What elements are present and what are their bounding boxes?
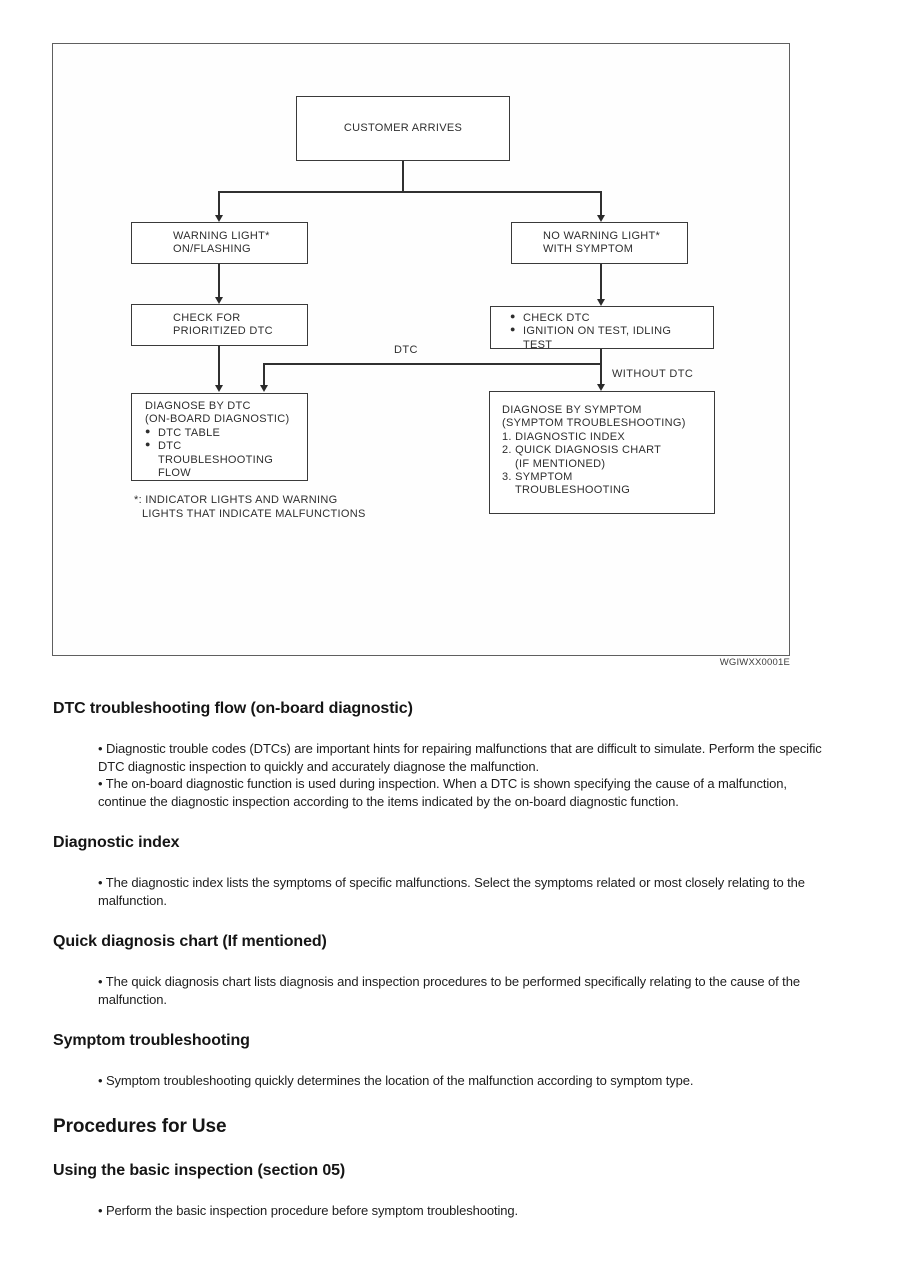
bullet-paragraph: • Diagnostic trouble codes (DTCs) are important hints for repairing malfunctions that are difficult to simulate. Perform the specific DTC diagnostic inspection to quickly and accurately diagnose the malfunction. [98, 741, 822, 774]
node-bullet-continuation: TROUBLESHOOTING [158, 453, 274, 466]
flowchart-figure [52, 43, 790, 656]
section-body [98, 973, 838, 1008]
bullet-paragraph: • The quick diagnosis chart lists diagnosis and inspection procedures to be performed specifically relating to the cause of the malfunction. [98, 974, 800, 1007]
node-bullet-item: ● DTC TABLE [145, 425, 221, 439]
connector-line [218, 191, 602, 193]
node-bullet-item: ● CHECK DTC [510, 311, 590, 324]
bullet-icon: ● [145, 439, 151, 450]
node-list-continuation: TROUBLESHOOTING [515, 484, 631, 497]
node-label: ON/FLASHING [173, 243, 251, 256]
main-heading-procedures-for-use: Procedures for Use [53, 1115, 227, 1137]
text-content [53, 700, 853, 1219]
section-heading-diagnostic-index: Diagnostic index [53, 834, 180, 851]
footnote-line: *: INDICATOR LIGHTS AND WARNING [134, 494, 338, 506]
section-heading-using-basic-inspection: Using the basic inspection (section 05) [53, 1161, 346, 1179]
connector-line [218, 191, 220, 215]
arrow-down-icon [215, 215, 223, 222]
node-customer-arrives [296, 96, 510, 161]
node-list-item: 2. QUICK DIAGNOSIS CHART [502, 444, 662, 457]
node-label: WARNING LIGHT* [173, 230, 270, 242]
node-bullet-item: ● DTC [145, 439, 182, 453]
node-bullet-item: ● IGNITION ON TEST, IDLING [510, 324, 672, 338]
connector-line [600, 191, 602, 215]
section-heading-dtc-troubleshooting-flow: DTC troubleshooting flow (on-board diagnostic) [53, 700, 413, 717]
node-diagnose-by-dtc [131, 393, 308, 481]
node-check-prioritized-dtc [131, 304, 308, 346]
node-no-warning-light [511, 222, 688, 264]
bullet-paragraph: • Symptom troubleshooting quickly determines the location of the malfunction according to symptom type. [98, 1073, 694, 1088]
branch-label-dtc: DTC [394, 344, 418, 356]
connector-line [600, 264, 602, 299]
figure-footnote [134, 494, 366, 521]
bullet-icon: ● [145, 425, 151, 436]
bullet-paragraph: • Perform the basic inspection procedure before symptom troubleshooting. [98, 1202, 519, 1218]
arrow-down-icon [260, 385, 268, 392]
arrow-down-icon [597, 215, 605, 222]
connector-line [402, 161, 404, 191]
connector-line [218, 264, 220, 297]
section-heading-symptom-troubleshooting: Symptom troubleshooting [53, 1032, 250, 1049]
footnote-line: LIGHTS THAT INDICATE MALFUNCTIONS [142, 507, 366, 520]
node-list-item: 1. DIAGNOSTIC INDEX [502, 430, 626, 443]
node-label: DIAGNOSE BY SYMPTOM [502, 404, 642, 416]
arrow-down-icon [597, 384, 605, 391]
connector-line [263, 363, 265, 385]
arrow-down-icon [597, 299, 605, 306]
node-diagnose-by-symptom [489, 391, 715, 514]
bullet-icon: ● [510, 324, 516, 335]
node-label: NO WARNING LIGHT* [543, 230, 661, 242]
node-list-item: 3. SYMPTOM [502, 471, 573, 484]
section-body [98, 740, 838, 810]
node-bullet-continuation: TEST [523, 338, 553, 351]
node-check-dtc [490, 306, 714, 349]
figure-code: WGIWXX0001E [719, 657, 790, 668]
bullet-paragraph: • The diagnostic index lists the symptoms of specific malfunctions. Select the symptoms related or most closely relating to the malfunction. [98, 875, 805, 908]
bullet-icon: ● [510, 311, 516, 321]
connector-line [218, 346, 220, 385]
bullet-paragraph: • The on-board diagnostic function is used during inspection. When a DTC is shown specifying the cause of a malfunction, continue the diagnostic inspection according to the items indicated by the on-board diagnostic function. [98, 776, 787, 809]
node-label: WITH SYMPTOM [543, 243, 634, 256]
node-warning-light [131, 222, 308, 264]
arrow-down-icon [215, 297, 223, 304]
branch-label-without-dtc: WITHOUT DTC [612, 368, 694, 380]
section-heading-quick-diagnosis-chart: Quick diagnosis chart (If mentioned) [53, 933, 327, 950]
node-label: PRIORITIZED DTC [173, 325, 273, 338]
node-label: CHECK FOR [173, 312, 241, 324]
node-label: CUSTOMER ARRIVES [343, 121, 463, 134]
connector-line [600, 349, 602, 384]
node-label: (SYMPTOM TROUBLESHOOTING) [502, 417, 686, 430]
node-list-continuation: (IF MENTIONED) [515, 457, 606, 470]
node-label: DIAGNOSE BY DTC [145, 400, 251, 412]
section-body [98, 1202, 838, 1220]
arrow-down-icon [215, 385, 223, 392]
node-bullet-continuation: FLOW [158, 467, 191, 480]
connector-line [263, 363, 602, 365]
node-label: (ON-BOARD DIAGNOSTIC) [145, 413, 290, 426]
section-body [98, 1072, 838, 1090]
section-body [98, 874, 838, 909]
